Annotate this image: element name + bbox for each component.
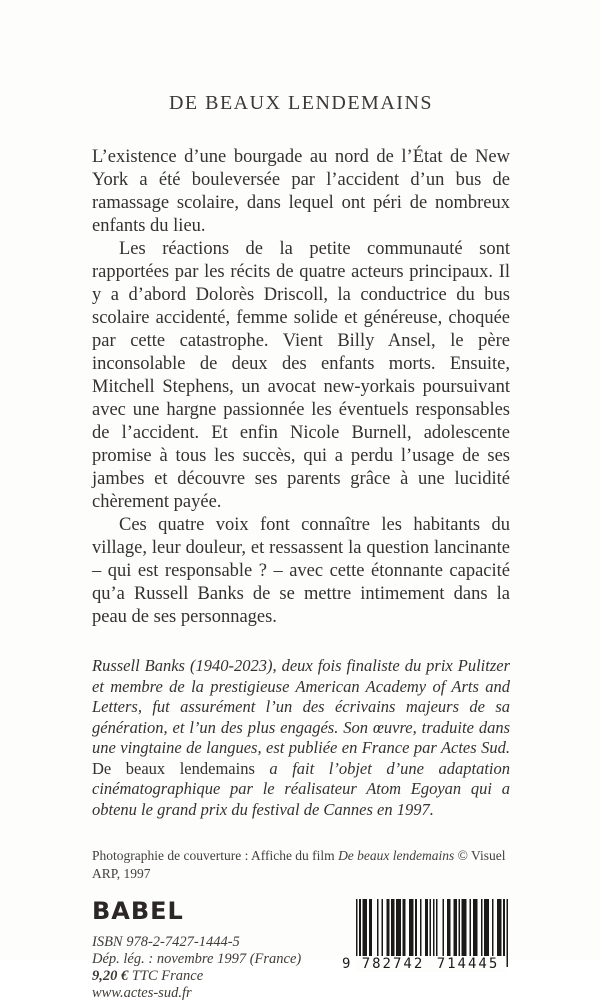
author-bio-text: a fait l’objet d’une adaptation cinématographique par le réalisateur Atom Egoyan qui a obtenu le grand prix du festival de Cannes en 1997. bbox=[92, 758, 510, 819]
synopsis-paragraph: Ces quatre voix font connaître les habitants du village, leur douleur, et ressassent la question lancinante – qui est responsable ? – avec cette étonnante capacité qu’a Russell Banks de se mettre intimement dans la peau de ses personnages. bbox=[92, 515, 510, 627]
barcode-digits-right: 714445 bbox=[430, 956, 506, 972]
price-suffix: TTC France bbox=[128, 968, 204, 984]
author-bio bbox=[92, 656, 510, 820]
price-line bbox=[92, 968, 301, 985]
imprint-row bbox=[92, 897, 510, 1002]
author-bio-text: Russell Banks (1940-2023), deux fois finaliste du prix Pulitzer et membre de la prestigieuse American Academy of Arts and Letters, fut assurément l’un des écrivains majeurs de sa génération, et l’un des plus engagés. Son œuvre, traduite dans une vingtaine de langues, est publiée en France par Actes Sud. bbox=[92, 656, 510, 757]
imprint-left-column bbox=[92, 897, 301, 1002]
synopsis-paragraph: Les réactions de la petite communauté sont rapportées par les récits de quatre acteurs principaux. Il y a d’abord Dolorès Driscoll, la conductrice du bus scolaire accidenté, femme solide et généreuse, choquée par cette catastrophe. Vient Billy Ansel, le père inconsolable de deux des enfants morts. Ensuite, Mitchell Stephens, un avocat new-yorkais poursuivant avec une hargne passionnée les éventuels responsables de l’accident. Et enfin Nicole Burnell, adolescente promise à tous les succès, qui a perdu l’usage de ses jambes et découvre ses parents grâce à une lucidité chèrement payée. bbox=[92, 239, 510, 512]
barcode-digits-left: 782742 bbox=[356, 956, 430, 972]
film-title-italic: De beaux lendemains bbox=[338, 848, 455, 863]
babel-logo: BABEL bbox=[92, 897, 184, 925]
ean-barcode bbox=[342, 899, 510, 972]
page-title: DE BEAUX LENDEMAINS bbox=[168, 92, 434, 114]
cover-photo-credit bbox=[92, 847, 510, 883]
credit-text: Photographie de couverture : Affiche du film bbox=[92, 848, 339, 863]
barcode-digits bbox=[342, 956, 510, 972]
synopsis-paragraph: L’existence d’une bourgade au nord de l’État de New York a été bouleversée par l’accident d’un bus de ramassage scolaire, dans lequel ont péri de nombreux enfants du lieu. bbox=[92, 147, 510, 236]
credit-text: © Visuel ARP, 1997 bbox=[92, 848, 506, 881]
imprint-lines bbox=[92, 934, 301, 1002]
isbn-line: ISBN 978-2-7427-1444-5 bbox=[92, 934, 240, 950]
film-title-roman: De beaux lendemains bbox=[92, 758, 255, 778]
barcode-digit-first: 9 bbox=[342, 956, 351, 972]
price-value: 9,20 € bbox=[92, 968, 129, 984]
synopsis-block bbox=[92, 146, 510, 629]
website-line: www.actes-sud.fr bbox=[92, 985, 192, 1001]
legal-deposit-line: Dép. lég. : novembre 1997 (France) bbox=[92, 951, 302, 967]
